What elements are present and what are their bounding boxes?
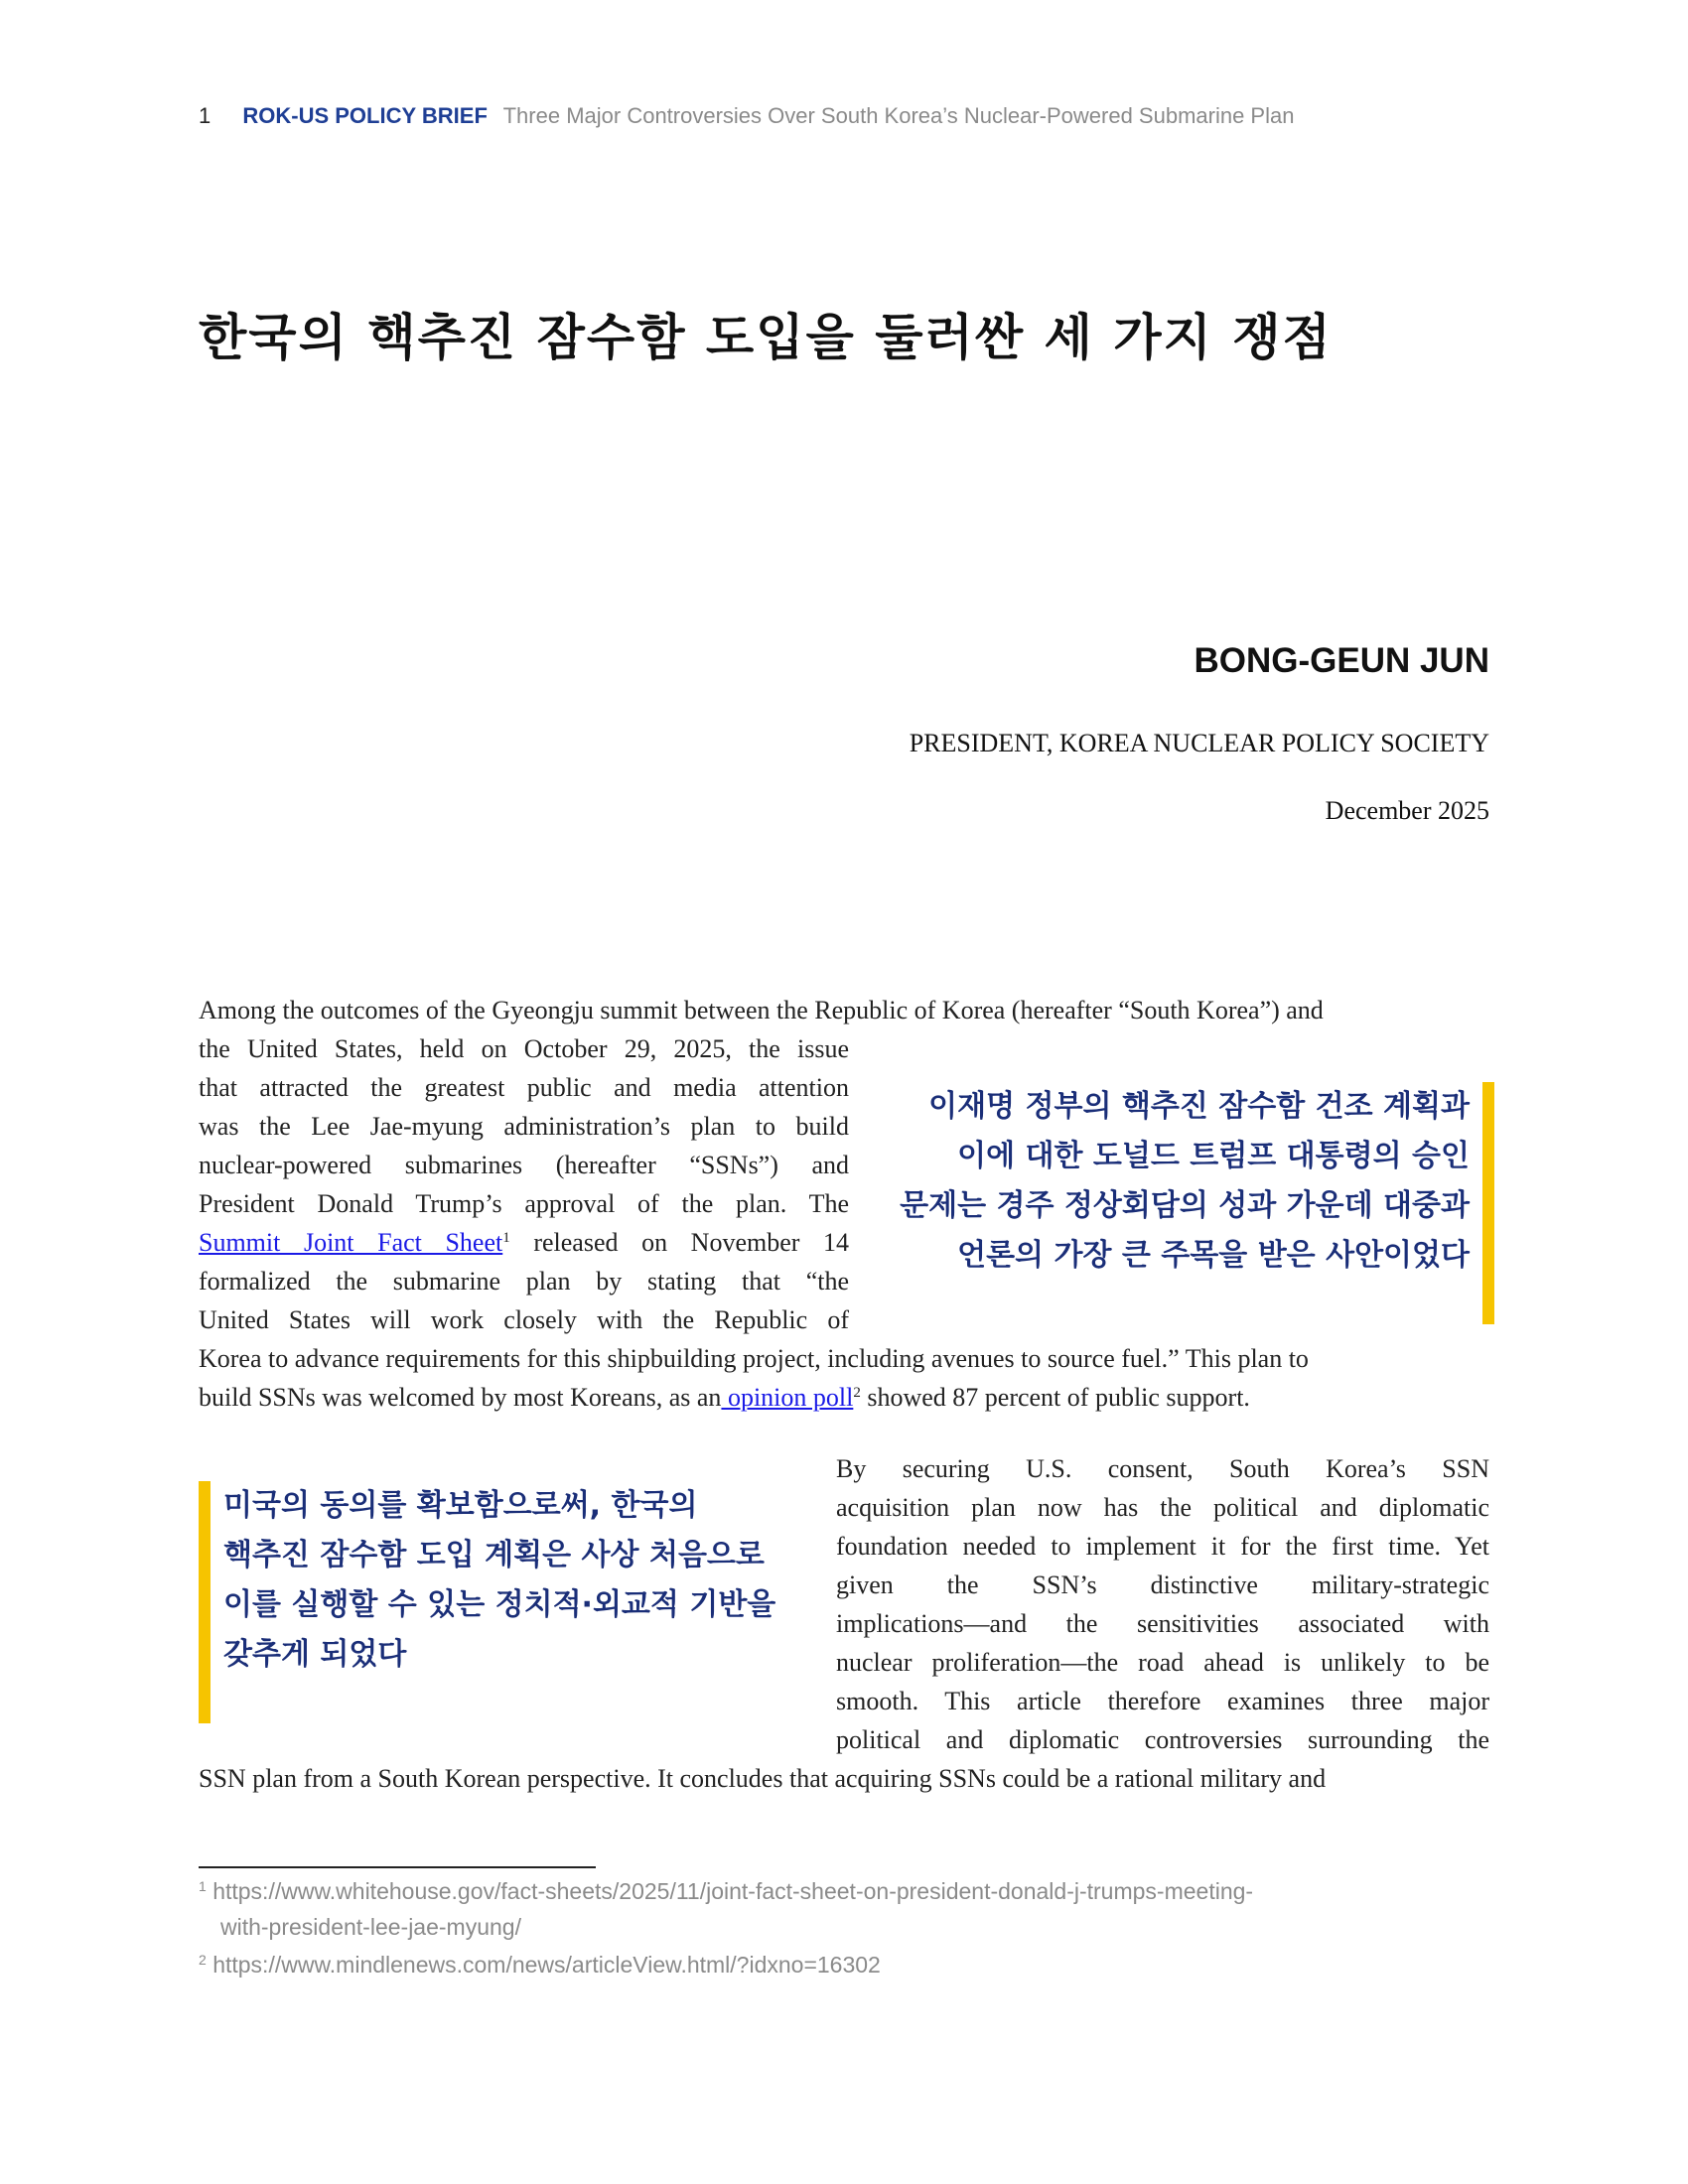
brand-label: ROK-US POLICY BRIEF xyxy=(242,103,488,128)
footnote-ref-2[interactable]: 2 xyxy=(853,1385,861,1401)
body-line: smooth. This article therefore examines three major xyxy=(836,1687,1489,1715)
footnote-1-continued[interactable]: with-president-lee-jae-myung/ xyxy=(220,1914,521,1940)
footnote-number: 1 xyxy=(199,1878,207,1894)
footnote-2[interactable] xyxy=(199,1952,881,1979)
pull-quote-left xyxy=(199,1481,794,1680)
body-line-text: released on November 14 xyxy=(509,1228,849,1257)
footnote-url[interactable]: https://www.whitehouse.gov/fact-sheets/2025/11/joint-fact-sheet-on-president-donald-j-trumps-meeting- xyxy=(212,1878,1254,1904)
body-line: nuclear proliferation—the road ahead is unlikely to be xyxy=(836,1648,1489,1677)
pull-quote-right xyxy=(894,1082,1470,1281)
publication-date: December 2025 xyxy=(1325,796,1489,825)
body-line: was the Lee Jae-myung administration’s plan to build xyxy=(199,1112,849,1141)
body-line: SSN plan from a South Korean perspective. It concludes that acquiring SSNs could be a rational military and xyxy=(199,1764,1327,1793)
pull-quote-line: 문제는 경주 정상회담의 성과 가운데 대중과 xyxy=(900,1188,1470,1223)
pull-quote-line: 이를 실행할 수 있는 정치적·외교적 기반을 xyxy=(223,1587,776,1622)
body-line: By securing U.S. consent, South Korea’s SSN xyxy=(836,1454,1489,1483)
pull-quote-line: 핵추진 잠수함 도입 계획은 사상 처음으로 xyxy=(223,1538,765,1572)
body-line: Among the outcomes of the Gyeongju summit between the Republic of Korea (hereafter “South Korea”) and xyxy=(199,996,1324,1024)
running-header xyxy=(199,103,1294,133)
body-line: political and diplomatic controversies surrounding the xyxy=(836,1725,1489,1754)
header-subtitle: Three Major Controversies Over South Korea’s Nuclear-Powered Submarine Plan xyxy=(502,103,1295,128)
pull-quote-line: 이재명 정부의 핵추진 잠수함 건조 계획과 xyxy=(928,1089,1470,1124)
author-name: BONG-GEUN JUN xyxy=(1194,641,1489,680)
footnote-1[interactable] xyxy=(199,1878,1253,1905)
pull-quote-line: 이에 대한 도널드 트럼프 대통령의 승인 xyxy=(957,1139,1470,1173)
fact-sheet-link[interactable]: Summit Joint Fact Sheet xyxy=(199,1228,503,1257)
page-number: 1 xyxy=(199,103,211,128)
pull-quote-line: 갖추게 되었다 xyxy=(223,1637,407,1672)
body-line-text: showed 87 percent of public support. xyxy=(860,1383,1250,1412)
body-line: foundation needed to implement it for the first time. Yet xyxy=(836,1532,1489,1561)
body-line: nuclear-powered submarines (hereafter “SSNs”) and xyxy=(199,1151,849,1179)
body-line xyxy=(199,1223,849,1263)
footnote-ref-1[interactable]: 1 xyxy=(502,1230,510,1246)
accent-bar xyxy=(1482,1082,1494,1324)
footnote-url[interactable]: https://www.mindlenews.com/news/articleView.html/?idxno=16302 xyxy=(212,1952,881,1978)
body-line: Korea to advance requirements for this shipbuilding project, including avenues to source fuel.” This plan to xyxy=(199,1344,1309,1373)
footnote-number: 2 xyxy=(199,1952,207,1968)
pull-quote-line: 미국의 동의를 확보함으로써, 한국의 xyxy=(223,1488,698,1523)
body-line xyxy=(199,1378,1489,1418)
author-affiliation: PRESIDENT, KOREA NUCLEAR POLICY SOCIETY xyxy=(909,729,1489,757)
body-line: the United States, held on October 29, 2025, the issue xyxy=(199,1034,849,1063)
body-line: given the SSN’s distinctive military-strategic xyxy=(836,1570,1489,1599)
body-line-text: build SSNs was welcomed by most Koreans, as an xyxy=(199,1383,722,1412)
body-line: that attracted the greatest public and media attention xyxy=(199,1073,849,1102)
accent-bar xyxy=(199,1481,211,1723)
body-line: United States will work closely with the Republic of xyxy=(199,1305,849,1334)
pull-quote-line: 언론의 가장 큰 주목을 받은 사안이었다 xyxy=(957,1238,1470,1273)
footnote-divider xyxy=(199,1866,596,1868)
page-title: 한국의 핵추진 잠수함 도입을 둘러싼 세 가지 쟁점 xyxy=(199,309,1333,366)
body-line: acquisition plan now has the political and diplomatic xyxy=(836,1493,1489,1522)
opinion-poll-link[interactable]: opinion poll xyxy=(721,1383,854,1412)
body-line: formalized the submarine plan by stating that “the xyxy=(199,1267,849,1296)
body-line: President Donald Trump’s approval of the plan. The xyxy=(199,1189,849,1218)
body-line: implications—and the sensitivities associated with xyxy=(836,1609,1489,1638)
